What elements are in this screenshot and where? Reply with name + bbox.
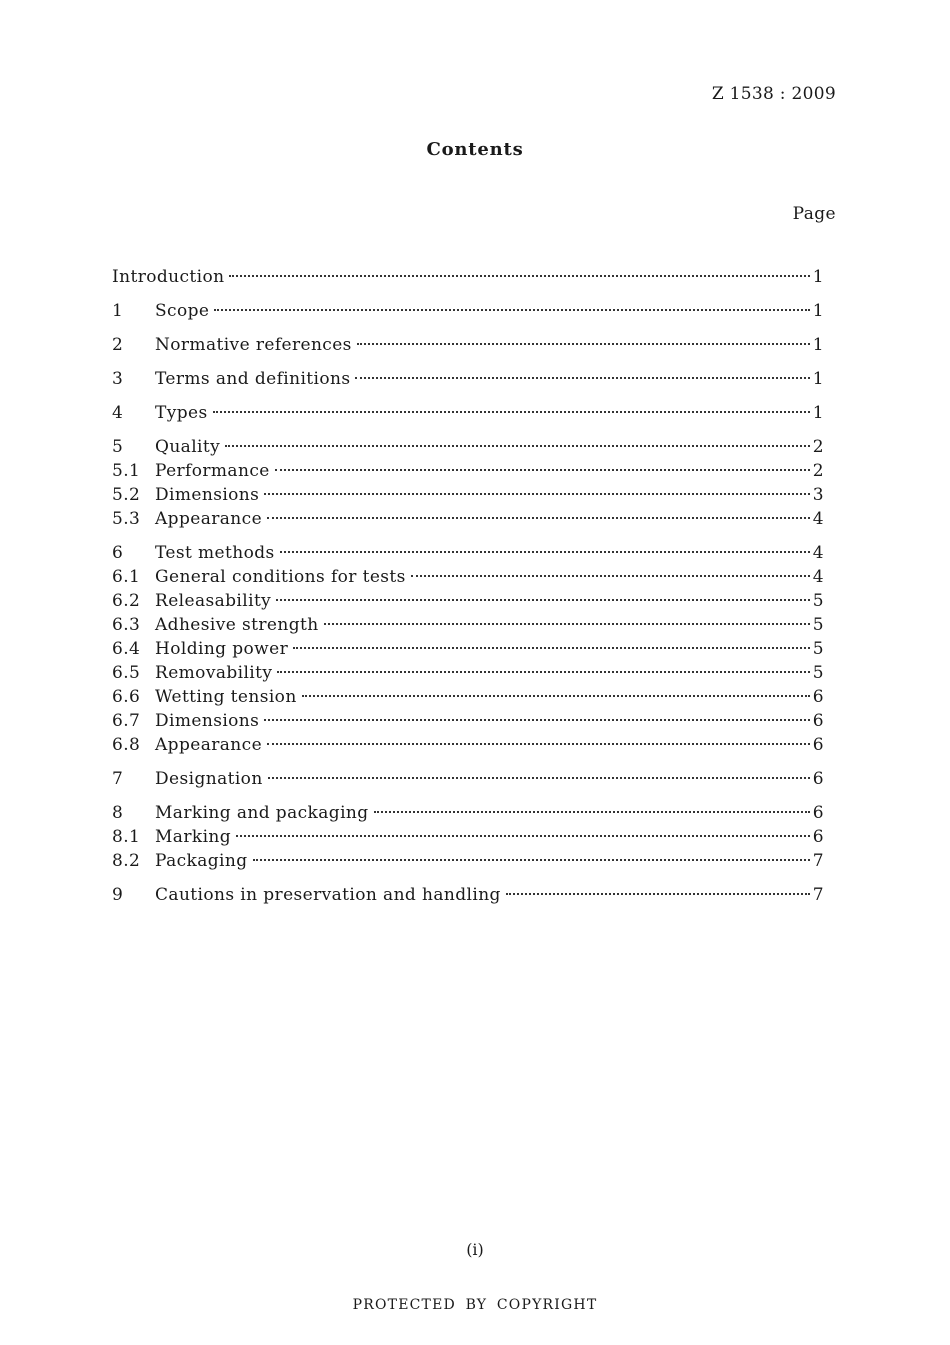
document-number: Z 1538 : 2009: [711, 84, 836, 104]
toc-dot-leader: [225, 445, 810, 447]
toc-entry-title: Marking and packaging: [155, 803, 369, 823]
toc-entry[interactable]: [112, 733, 824, 757]
toc-entry-number: 5: [112, 437, 124, 457]
toc-entry[interactable]: [112, 825, 824, 849]
toc-entry-number: 4: [112, 403, 124, 423]
toc-entry[interactable]: [112, 637, 824, 661]
toc-entry-page: 6: [812, 769, 824, 789]
toc-entry-page: 1: [812, 301, 824, 321]
toc-dot-leader: [357, 343, 810, 345]
toc-dot-leader: [506, 893, 810, 895]
toc-dot-leader: [213, 411, 810, 413]
toc-entry[interactable]: [112, 849, 824, 873]
toc-entry[interactable]: [112, 767, 824, 791]
toc-dot-leader: [267, 517, 810, 519]
toc-entry-number: 8: [112, 803, 124, 823]
toc-entry-page: 2: [812, 437, 824, 457]
toc-entry-number: 6: [112, 543, 124, 563]
toc-entry[interactable]: [112, 459, 824, 483]
toc-entry-number: 6.8: [112, 735, 141, 755]
toc-entry-number: 6.6: [112, 687, 141, 707]
toc-entry-page: 1: [812, 403, 824, 423]
toc-entry-title: Releasability: [155, 591, 272, 611]
toc-dot-leader: [214, 309, 809, 311]
toc-entry[interactable]: [112, 333, 824, 357]
toc-entry[interactable]: [112, 435, 824, 459]
toc-dot-leader: [268, 777, 810, 779]
toc-entry[interactable]: [112, 401, 824, 425]
toc-entry[interactable]: [112, 661, 824, 685]
toc-dot-leader: [264, 719, 810, 721]
toc-entry-title: Terms and definitions: [155, 369, 351, 389]
toc-entry-number: 5.3: [112, 509, 141, 529]
toc-entry-page: 6: [812, 687, 824, 707]
toc-entry-number: 8.1: [112, 827, 141, 847]
toc-entry-title: Marking: [155, 827, 232, 847]
toc-entry-number: 6.2: [112, 591, 141, 611]
toc-entry-number: 5.1: [112, 461, 141, 481]
toc-entry-title: Scope: [155, 301, 210, 321]
toc-entry[interactable]: [112, 483, 824, 507]
toc-entry-number: 2: [112, 335, 124, 355]
toc-entry-number: 9: [112, 885, 124, 905]
toc-entry-title: Test methods: [155, 543, 275, 563]
toc-dot-leader: [374, 811, 810, 813]
toc-entry[interactable]: [112, 367, 824, 391]
toc-dot-leader: [264, 493, 810, 495]
toc-entry-title: Wetting tension: [155, 687, 297, 707]
toc-entry-title: Appearance: [155, 509, 263, 529]
toc-entry-number: 1: [112, 301, 124, 321]
toc-entry-title: Dimensions: [155, 485, 260, 505]
toc-entry[interactable]: [112, 685, 824, 709]
toc-entry[interactable]: [112, 541, 824, 565]
toc-entry[interactable]: [112, 709, 824, 733]
toc-dot-leader: [236, 835, 810, 837]
toc-entry-title: Cautions in preservation and handling: [155, 885, 501, 905]
toc-entry-title: Appearance: [155, 735, 263, 755]
toc-entry-page: 5: [812, 615, 824, 635]
toc-entry-number: 5.2: [112, 485, 141, 505]
toc-entry-page: 5: [812, 639, 824, 659]
toc-dot-leader: [229, 275, 809, 277]
toc-entry-title: Designation: [155, 769, 263, 789]
toc-entry-page: 7: [812, 851, 824, 871]
toc-entry[interactable]: [112, 883, 824, 907]
toc-entry-number: 6.4: [112, 639, 141, 659]
toc-entry-title: Adhesive strength: [155, 615, 319, 635]
toc-entry[interactable]: [112, 565, 824, 589]
toc-dot-leader: [277, 671, 809, 673]
toc-entry-page: 5: [812, 591, 824, 611]
toc-entry-number: 6.1: [112, 567, 141, 587]
toc-dot-leader: [355, 377, 809, 379]
toc-dot-leader: [324, 623, 810, 625]
toc-dot-leader: [276, 599, 810, 601]
toc-entry-page: 6: [812, 711, 824, 731]
toc-dot-leader: [253, 859, 810, 861]
toc-entry-title: Normative references: [155, 335, 352, 355]
toc-entry-title: Performance: [155, 461, 270, 481]
copyright-notice: PROTECTED BY COPYRIGHT: [352, 1297, 598, 1313]
toc-entry-number: 6.7: [112, 711, 141, 731]
footer-page-number: (i): [466, 1240, 484, 1259]
toc-entry-page: 2: [812, 461, 824, 481]
toc-entry-page: 6: [812, 803, 824, 823]
toc-entry-title: Holding power: [155, 639, 289, 659]
toc-entry[interactable]: [112, 299, 824, 323]
toc-entry-page: 6: [812, 735, 824, 755]
page-column-label: Page: [792, 204, 836, 224]
toc-entry-title: Introduction: [112, 267, 225, 287]
toc-entry-page: 7: [812, 885, 824, 905]
toc-entry-number: 7: [112, 769, 124, 789]
toc-entry-title: Removability: [155, 663, 273, 683]
toc-entry-title: Quality: [155, 437, 221, 457]
toc-dot-leader: [411, 575, 810, 577]
toc-entry-page: 3: [812, 485, 824, 505]
toc-dot-leader: [267, 743, 810, 745]
toc-entry-page: 4: [812, 567, 824, 587]
toc-entry-page: 1: [812, 335, 824, 355]
toc-entry[interactable]: [112, 801, 824, 825]
toc-entry-number: 8.2: [112, 851, 141, 871]
toc-entry-title: Dimensions: [155, 711, 260, 731]
toc-entry[interactable]: [112, 265, 824, 289]
toc-entry-page: 4: [812, 509, 824, 529]
toc-entry-title: Types: [155, 403, 208, 423]
table-of-contents: [112, 265, 824, 907]
toc-entry-number: 6.5: [112, 663, 141, 683]
toc-entry-title: General conditions for tests: [155, 567, 406, 587]
toc-entry-page: 1: [812, 369, 824, 389]
toc-dot-leader: [293, 647, 810, 649]
toc-entry-page: 6: [812, 827, 824, 847]
toc-dot-leader: [302, 695, 810, 697]
toc-entry-page: 1: [812, 267, 824, 287]
toc-dot-leader: [275, 469, 810, 471]
toc-entry-page: 4: [812, 543, 824, 563]
toc-entry[interactable]: [112, 589, 824, 613]
toc-entry-number: 3: [112, 369, 124, 389]
toc-entry-title: Packaging: [155, 851, 248, 871]
toc-entry[interactable]: [112, 613, 824, 637]
toc-dot-leader: [280, 551, 810, 553]
toc-entry[interactable]: [112, 507, 824, 531]
toc-entry-number: 6.3: [112, 615, 141, 635]
toc-entry-page: 5: [812, 663, 824, 683]
page-title: Contents: [426, 139, 524, 160]
